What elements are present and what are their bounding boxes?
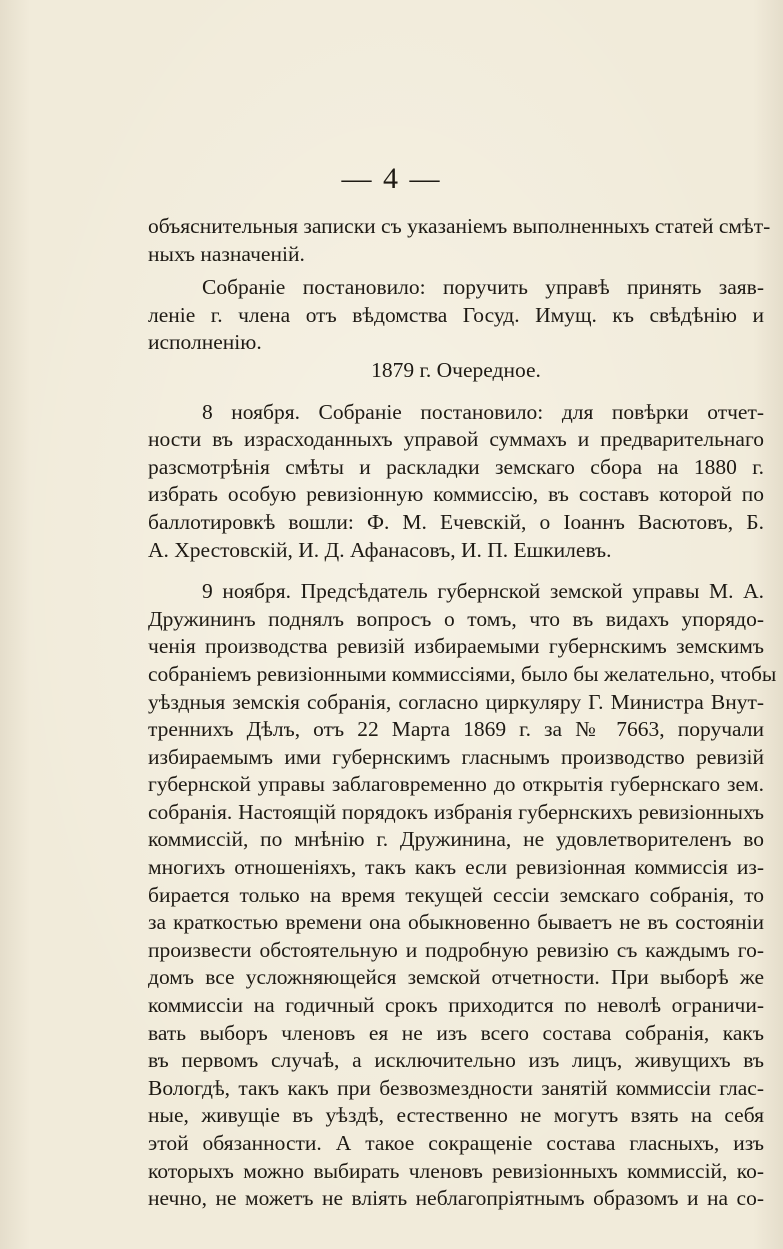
text-line: произвести обстоятельную и подробную ревизію съ каждымъ го- (148, 937, 764, 962)
text-line: избрать особую ревизіонную коммиссію, въ составъ которой по (148, 482, 764, 507)
text-line: бирается только на время текущей сессіи земскаго собранія, то (148, 882, 764, 907)
text-line: за краткостью времени она обыкновенно бываетъ не въ состояніи (148, 910, 764, 935)
text-line: собранія. Настоящій порядокъ избранія губернскихъ ревизіонныхъ (148, 799, 764, 824)
text-line: объяснительныя записки съ указаніемъ выполненныхъ статей смѣт- (148, 214, 771, 238)
text-line: коммиссій, по мнѣнію г. Дружинина, не удовлетворителенъ во (148, 827, 764, 852)
text-line: треннихъ Дѣлъ, отъ 22 Марта 1869 г. за № 7663, поручали (148, 717, 764, 742)
text-line: ныхъ назначеній. (148, 241, 305, 266)
text-line: баллотировкѣ вошли: Ф. М. Ечевскій, о Іоаннъ Васютовъ, Б. (148, 509, 764, 534)
text-line: разсмотрѣнія смѣты и раскладки земскаго сбора на 1880 г. (148, 454, 764, 479)
text-line: Собраніе постановило: поручить управѣ принять заяв- (202, 275, 764, 300)
text-line: Дружининъ поднялъ вопросъ о томъ, что въ видахъ упорядо- (148, 606, 764, 631)
text-line: уѣздныя земскія собранія, согласно циркуляру Г. Министра Внут- (148, 689, 764, 714)
text-line: многихъ отношеніяхъ, такъ какъ если ревизіонная коммиссія из- (148, 855, 764, 880)
text-line: губернской управы заблаговременно до открытія губернскаго зем. (148, 772, 764, 797)
text-line: вать выборъ членовъ ея не изъ всего состава собранія, какъ (148, 1020, 764, 1045)
text-line: исполненію. (148, 330, 262, 355)
text-line: 8 ноября. Собраніе постановило: для повѣрки отчет- (202, 399, 764, 424)
section-heading: 1879 г. Очередное. (371, 357, 541, 382)
text-line: ные, живущіе въ уѣздѣ, естественно не могутъ взять на себя (148, 1103, 764, 1128)
text-line: въ первомъ случаѣ, а исключительно изъ лицъ, живущихъ въ (148, 1048, 764, 1073)
text-line: нечно, не можетъ не вліять неблагопріятнымъ образомъ и на со- (148, 1186, 764, 1211)
text-line: домъ все усложняющейся земской отчетности. При выборѣ же (148, 965, 764, 990)
text-line: леніе г. члена отъ вѣдомства Госуд. Имущ. къ свѣдѣнію и (148, 302, 764, 327)
body-text (148, 213, 777, 1213)
text-line: ченія производства ревизій избираемыми губернскимъ земскимъ (148, 634, 764, 659)
text-line: А. Хрестовскій, И. Д. Афанасовъ, И. П. Ешкилевъ. (148, 537, 612, 562)
text-line: этой обязанности. А такое сокращеніе состава гласныхъ, изъ (148, 1131, 764, 1155)
text-line: ности въ израсходанныхъ управой суммахъ и предварительнаго (148, 427, 764, 452)
page-number: — 4 — (341, 162, 442, 195)
text-line: избираемымъ ими губернскимъ гласнымъ производство ревизій (148, 744, 764, 769)
text-line: которыхъ можно выбирать членовъ ревизіонныхъ коммиссій, ко- (148, 1158, 764, 1183)
text-line: 9 ноября. Предсѣдатель губернской земской управы М. А. (202, 579, 764, 604)
text-line: коммиссіи на годичный срокъ приходится по неволѣ ограничи- (148, 993, 764, 1018)
text-line: собраніемъ ревизіонными коммиссіями, было бы желательно, чтобы (148, 661, 777, 686)
text-line: Вологдѣ, такъ какъ при безвозмездности занятій коммиссіи глас- (148, 1075, 764, 1100)
